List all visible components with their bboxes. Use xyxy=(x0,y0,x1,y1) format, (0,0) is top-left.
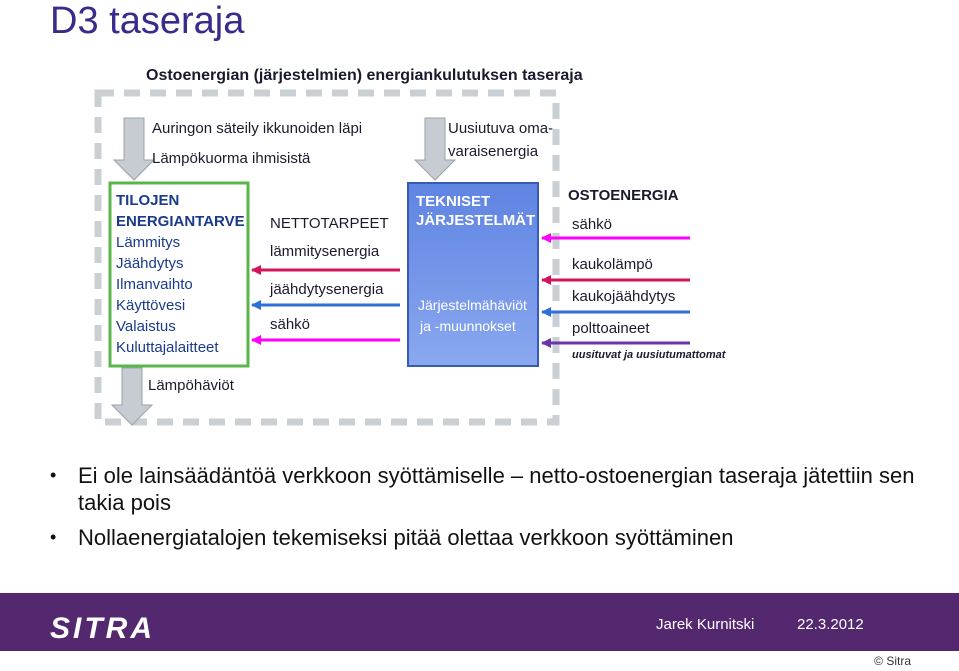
renewable-label-line2: varaisenergia xyxy=(448,143,539,160)
space-demand-title-line2: ENERGIANTARVE xyxy=(116,213,245,230)
technical-systems-title-line1: TEKNISET xyxy=(416,193,491,210)
bullet-icon: • xyxy=(50,465,57,485)
list-item xyxy=(48,524,928,551)
space-demand-item: Jäähdytys xyxy=(116,255,184,272)
copyright-notice: © Sitra xyxy=(874,654,911,668)
boundary-heading: Ostoenergian (järjestelmien) energiankulutuksen taseraja xyxy=(146,67,583,84)
slide-title: D3 taseraja xyxy=(50,0,245,42)
technical-systems-title-line2: JÄRJESTELMÄT xyxy=(416,212,536,229)
system-losses-line1: Järjestelmähäviöt xyxy=(418,297,527,313)
system-losses-line2: ja -muunnokset xyxy=(420,318,516,334)
purchased-fuels-label: polttoaineet xyxy=(572,320,650,337)
net-demand-heating: lämmitysenergia xyxy=(270,243,380,260)
space-demand-item: Valaistus xyxy=(116,318,176,335)
internal-gain-label: Lämpökuorma ihmisistä xyxy=(152,150,311,167)
footer-date: 22.3.2012 xyxy=(797,616,864,633)
footer-author: Jarek Kurnitski xyxy=(656,616,755,633)
space-demand-title-line1: TILOJEN xyxy=(116,192,180,209)
heat-loss-arrow-icon xyxy=(112,368,152,425)
solar-gain-arrow-icon xyxy=(114,118,154,180)
purchased-district-cooling-label: kaukojäähdytys xyxy=(572,288,676,305)
net-demand-electricity: sähkö xyxy=(270,316,311,333)
purchased-energy-note: uusituvat ja uusiutumattomat xyxy=(572,349,726,361)
space-demand-item: Kuluttajalaitteet xyxy=(116,339,219,356)
purchased-electricity-label: sähkö xyxy=(572,216,613,233)
solar-gain-label: Auringon säteily ikkunoiden läpi xyxy=(152,120,363,137)
bullet-icon: • xyxy=(50,527,57,547)
bullet-text: Nollaenergiatalojen tekemiseksi pitää olettaa verkkoon syöttäminen xyxy=(78,525,734,550)
bullet-text: Ei ole lainsäädäntöä verkkoon syöttämiselle – netto-ostoenergian taseraja jätettiin sen takia pois xyxy=(78,463,915,515)
net-demand-title: NETTOTARPEET xyxy=(270,215,389,232)
bullet-list xyxy=(48,462,928,559)
heat-losses-label: Lämpöhäviöt xyxy=(148,377,234,394)
technical-systems-box xyxy=(408,183,538,366)
net-demand-cooling: jäähdytysenergia xyxy=(270,281,384,298)
renewable-label-line1: Uusiutuva oma- xyxy=(448,120,554,137)
space-demand-item: Lämmitys xyxy=(116,234,181,251)
space-demand-item: Ilmanvaihto xyxy=(116,276,193,293)
purchased-district-heating-label: kaukolämpö xyxy=(572,256,653,273)
sitra-logo: SITRA xyxy=(50,612,155,645)
purchased-energy-title: OSTOENERGIA xyxy=(568,187,679,204)
space-demand-item: Käyttövesi xyxy=(116,297,186,314)
list-item xyxy=(48,462,928,516)
